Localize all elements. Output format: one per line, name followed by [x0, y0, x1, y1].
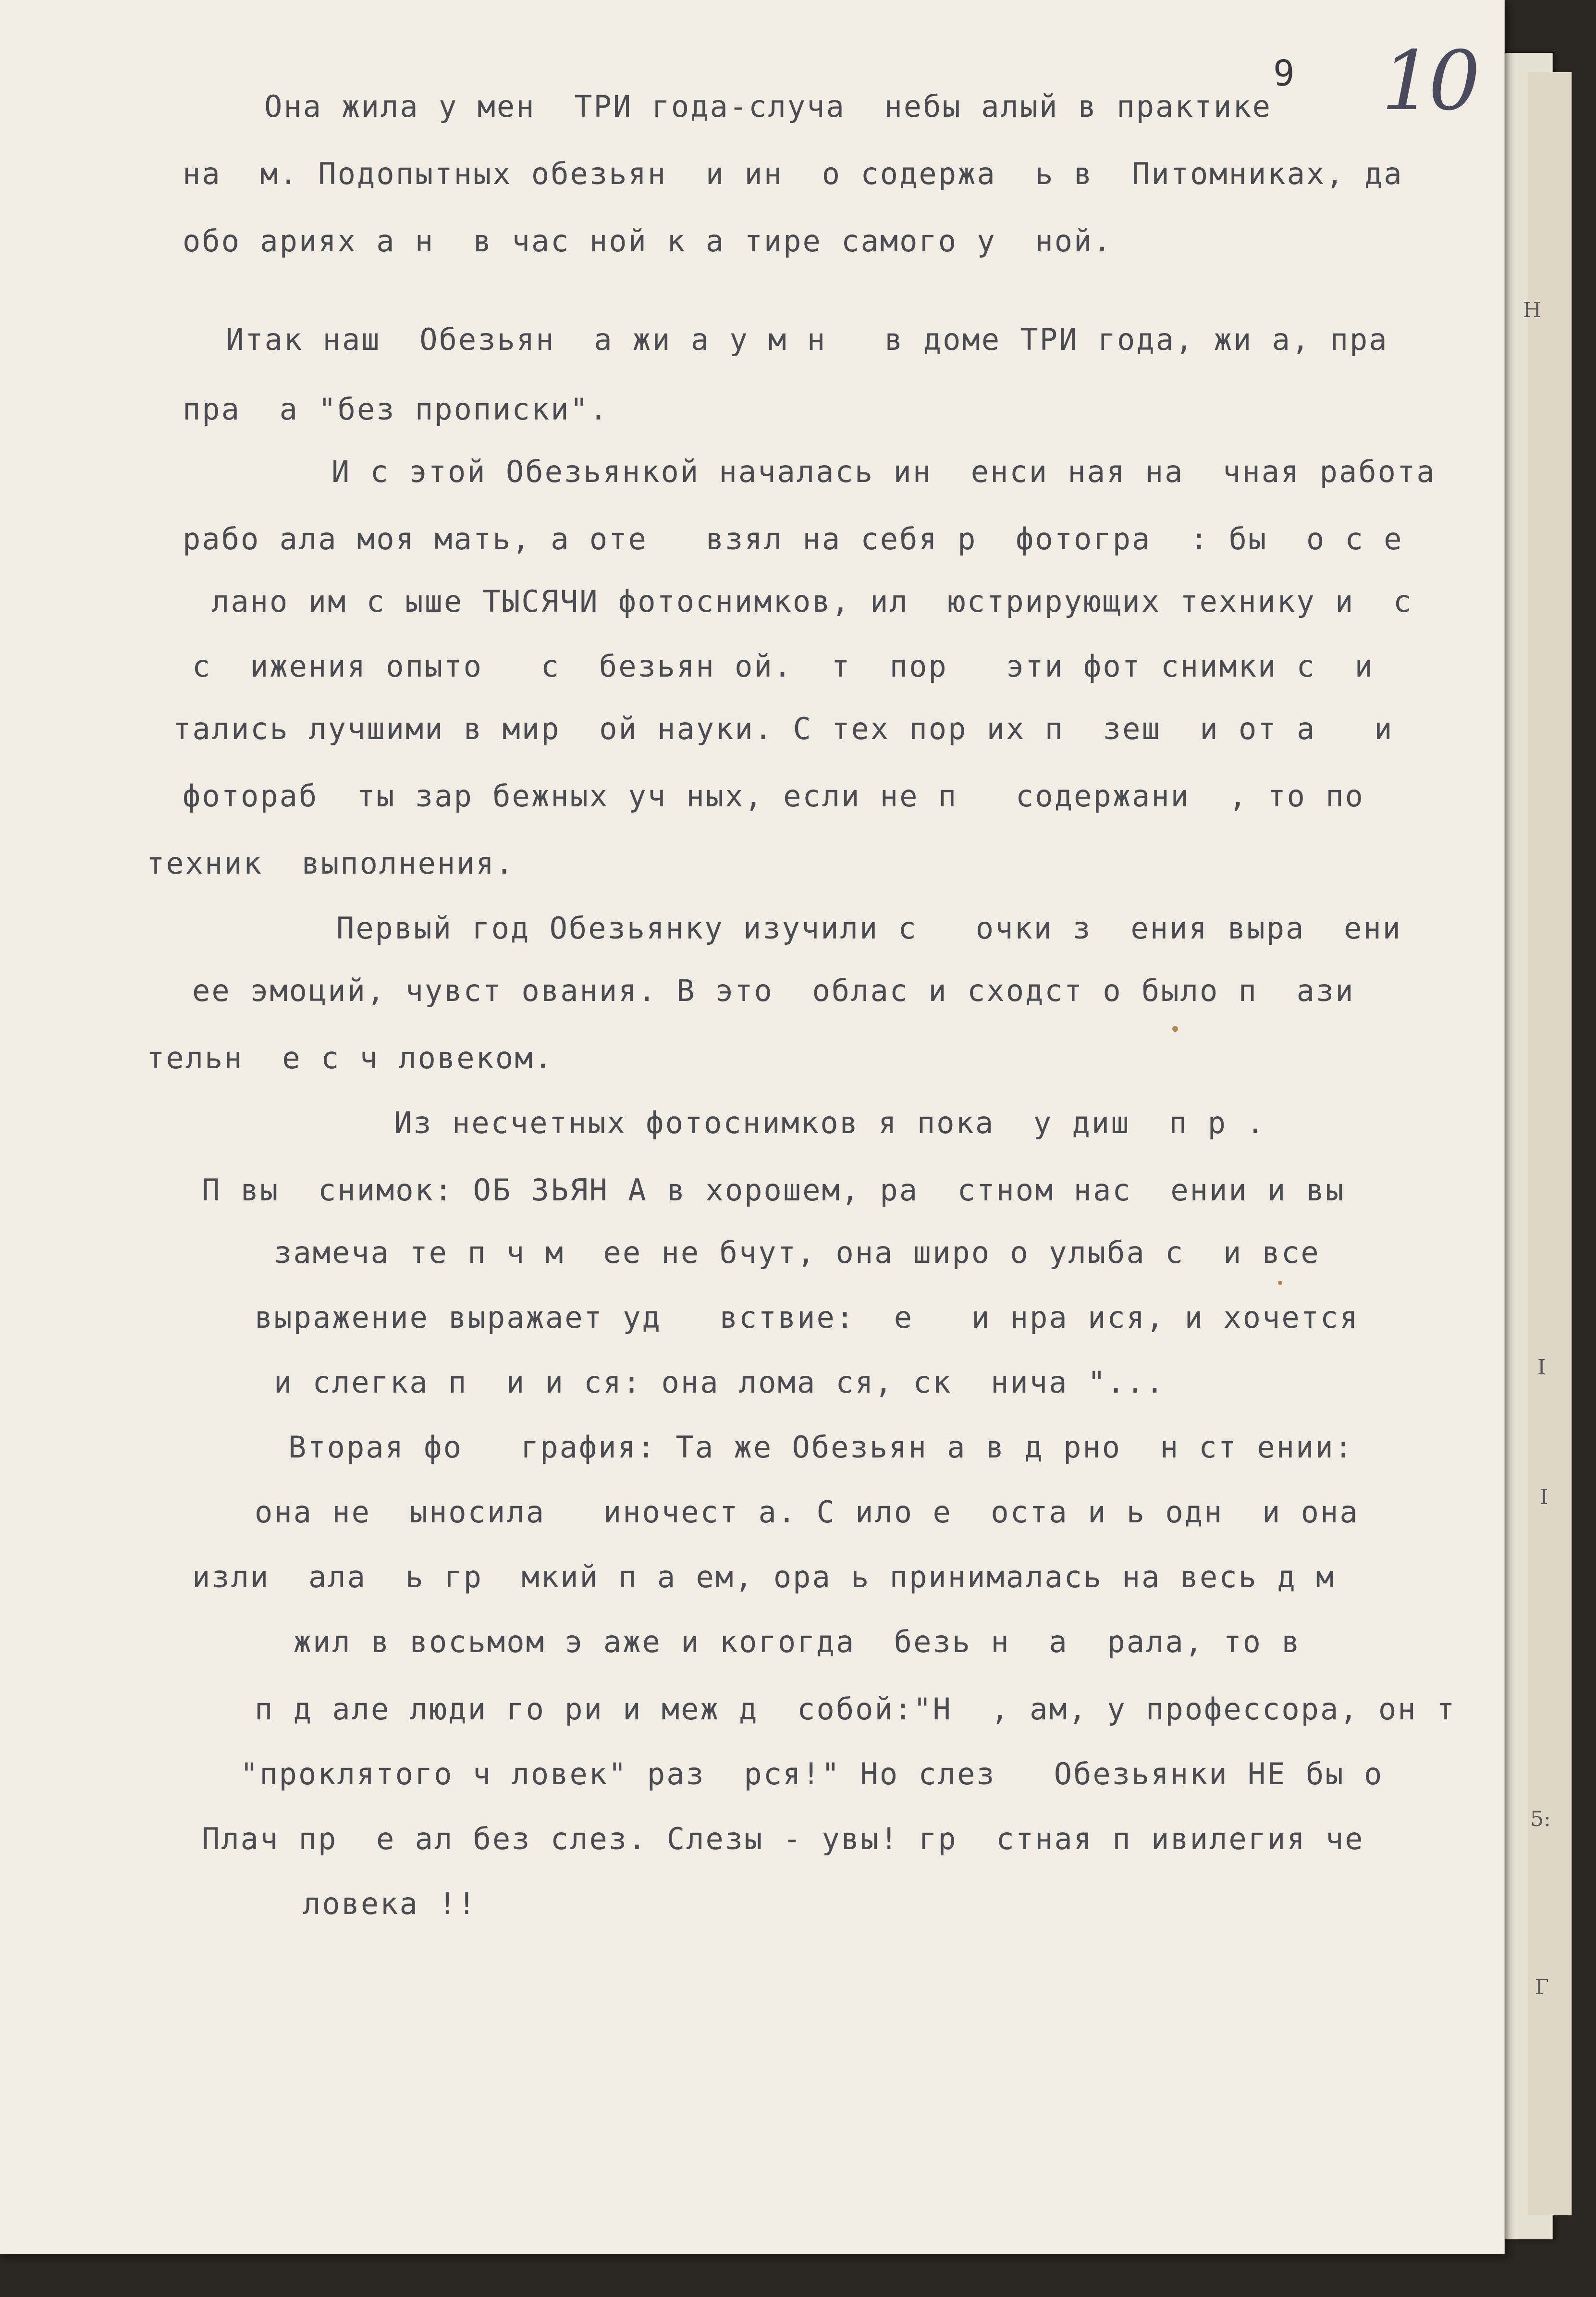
margin-mark: Н [1523, 298, 1542, 322]
page-number: 9 [1273, 53, 1295, 94]
underlying-page-edge-2 [1528, 72, 1572, 2215]
text-line: И с этой Обезьянкой началась ин енси ная на чная работа [331, 454, 1436, 489]
text-line: тельн е с ч ловеком. [147, 1040, 553, 1075]
text-line: ловека !! [303, 1886, 477, 1921]
text-line: на м. Подопытных обезьян и ин о содержа ь в Питомниках, да [183, 156, 1403, 191]
text-line: "проклятого ч ловек" раз рся!" Но слез Обезьянки НЕ бы о [240, 1756, 1384, 1791]
text-line: с ижения опыто с безьян ой. т пор эти фот снимки с и [192, 649, 1374, 684]
text-line: выражение выражает уд вствие: е и нра ися, и хочется [255, 1300, 1359, 1335]
text-line: техник выполнения. [147, 846, 515, 881]
text-line: Первый год Обезьянку изучили с очки з ения выра ени [336, 911, 1402, 946]
text-line: фотораб ты зар бежных уч ных, если не п содержани , то по [183, 778, 1364, 814]
text-line: изли ала ь гр мкий п а ем, ора ь принималась на весь д м [192, 1559, 1336, 1594]
text-line: жил в восьмом э аже и когогда безь н а рала, то в [255, 1624, 1301, 1659]
text-line: Итак наш Обезьян а жи а у м н в доме ТРИ года, жи а, пра [226, 322, 1388, 357]
text-line: Она жила у мен ТРИ года-случа небы алый в практике [264, 89, 1272, 124]
text-line: Из несчетных фотоснимков я пока у диш п р . [394, 1105, 1266, 1140]
text-line: рабо ала моя мать, а оте взял на себя р фотогра : бы о с е [183, 521, 1403, 556]
margin-mark: 5: [1530, 1807, 1551, 1831]
ink-speck [1278, 1281, 1282, 1285]
ink-speck [1172, 1026, 1178, 1032]
handwritten-folio-number: 10 [1381, 34, 1476, 129]
text-line: тались лучшими в мир ой науки. С тех пор их п зеш и от а и [173, 711, 1394, 746]
text-line: и слегка п и и ся: она лома ся, ск нича "... [274, 1365, 1166, 1400]
text-line: замеча те п ч м ее не бчут, она широ о улыба с и все [274, 1235, 1320, 1270]
margin-mark: I [1537, 1355, 1546, 1380]
text-line: Плач пр е ал без слез. Слезы - увы! гр стная п ивилегия че [202, 1821, 1364, 1856]
text-line: обо ариях а н в час ной к а тире самого у ной. [183, 223, 1113, 259]
text-line: п д але люди го ри и меж д собой:"Н , ам, у профессора, он т [255, 1692, 1456, 1727]
text-line: пра а "без прописки". [183, 392, 609, 427]
text-line: Вторая фо графия: Та же Обезьян а в д рно н ст ении: [288, 1430, 1354, 1465]
text-line: она не ыносила иночест а. С ило е оста и ь одн и она [255, 1494, 1359, 1530]
text-line: ее эмоций, чувст ования. В это облас и сходст о было п ази [192, 973, 1355, 1008]
margin-mark: I [1540, 1485, 1548, 1509]
margin-mark: Г [1535, 1975, 1549, 2000]
text-line: П вы снимок: ОБ ЗЬЯН А в хорошем, ра стном нас ении и вы [202, 1173, 1345, 1208]
text-line: лано им с ыше ТЫСЯЧИ фотоснимков, ил юстрирующих технику и с [211, 584, 1413, 619]
